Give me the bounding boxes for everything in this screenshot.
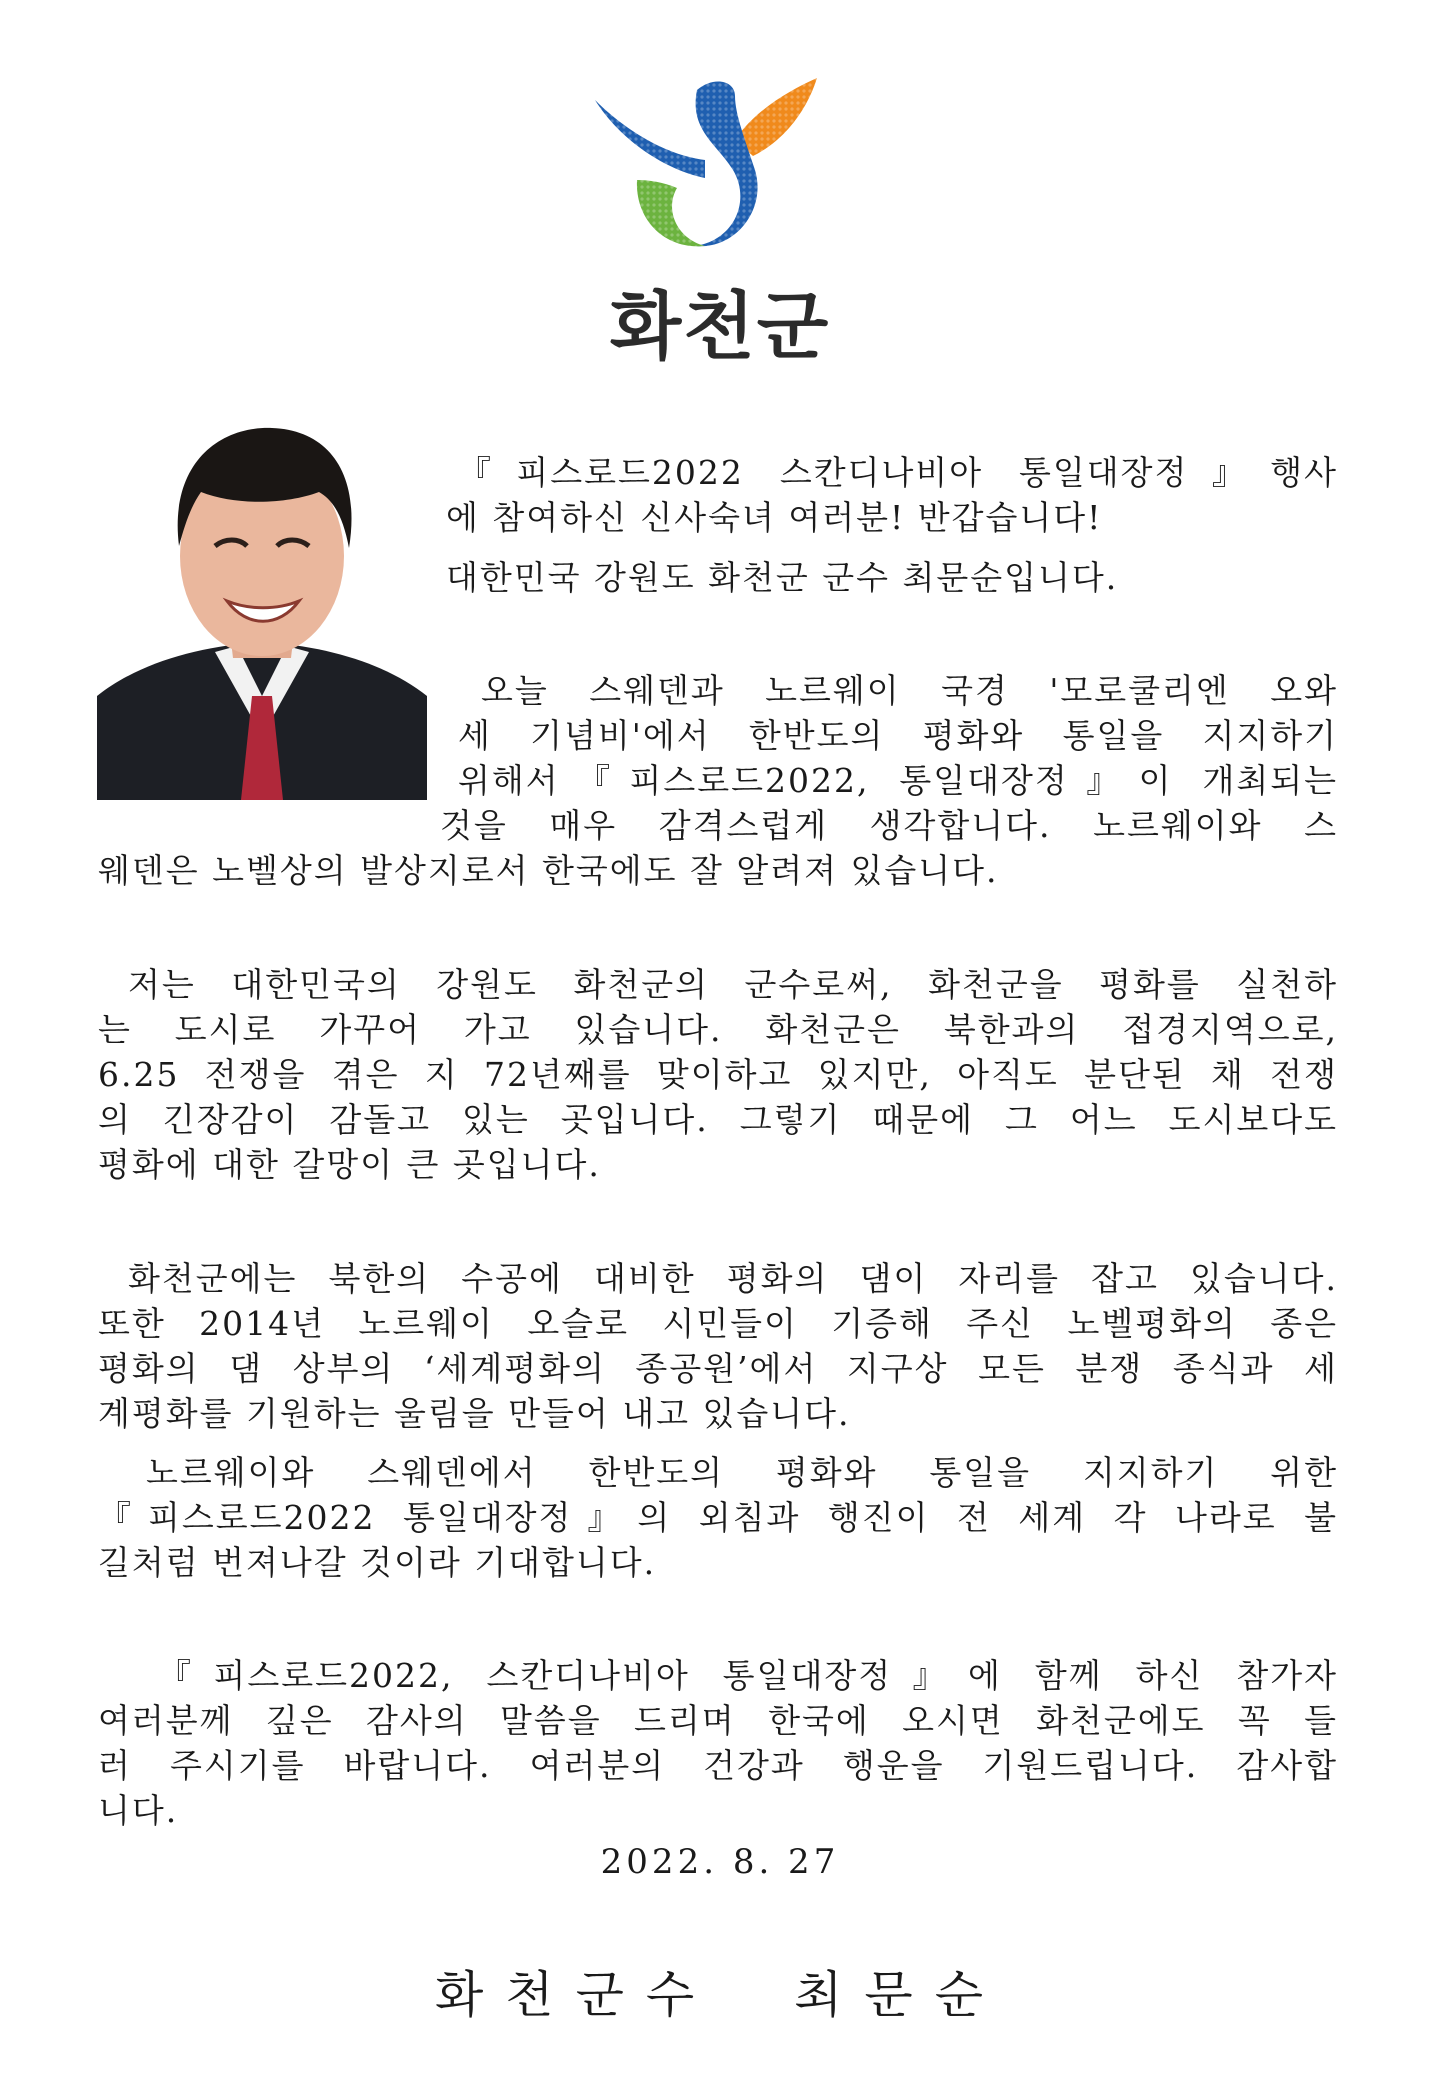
logo-text: 화천군 [609,284,831,370]
paragraph-4-line-5: 평화에 대한 갈망이 큰 곳입니다. [98,1145,601,1184]
paragraph-3-line-4: 것을 매우 감격스럽게 생각합니다. 노르웨이와 스 [440,806,1338,845]
paragraph-7-line-3: 러 주시기를 바랍니다. 여러분의 건강과 행운을 기원드립니다. 감사합 [98,1746,1338,1785]
paragraph-3-line-3: 위해서『피스로드2022, 통일대장정』이 개최되는 [458,761,1338,800]
paragraph-4-line-3: 6.25 전쟁을 겪은 지 72년째를 맞이하고 있지만, 아직도 분단된 채 전쟁 [98,1055,1338,1094]
paragraph-5-line-4: 계평화를 기원하는 울림을 만들어 내고 있습니다. [98,1394,851,1433]
paragraph-7-line-4: 니다. [98,1791,179,1830]
paragraph-4-line-2: 는 도시로 가꾸어 가고 있습니다. 화천군은 북한과의 접경지역으로, [98,1010,1338,1049]
letter-date: 2022. 8. 27 [600,1842,840,1882]
paragraph-3-line-2: 세 기념비'에서 한반도의 평화와 통일을 지지하기 [458,716,1338,755]
paragraph-6-line-1: 노르웨이와 스웨덴에서 한반도의 평화와 통일을 지지하기 위한 [146,1453,1338,1492]
paragraph-5-line-3: 평화의 댐 상부의 ‘세계평화의 종공원’에서 지구상 모든 분쟁 종식과 세 [98,1349,1338,1388]
paragraph-3-line-1: 오늘 스웨덴과 노르웨이 국경 '모로쿨리엔 오와 [481,671,1338,710]
paragraph-3-line-5: 웨덴은 노벨상의 발상지로서 한국에도 잘 알려져 있습니다. [98,851,999,890]
signature: 화천군수 최문순 [435,1966,1005,2024]
paragraph-1-line-2: 에 참여하신 신사숙녀 여러분! 반갑습니다! [446,498,1103,537]
paragraph-4-line-4: 의 긴장감이 감돌고 있는 곳입니다. 그렇기 때문에 그 어느 도시보다도 [98,1100,1338,1139]
portrait-photo [97,396,427,800]
paragraph-5-line-1: 화천군에는 북한의 수공에 대비한 평화의 댐이 자리를 잡고 있습니다. [128,1259,1338,1298]
paragraph-2-line-1: 대한민국 강원도 화천군 군수 최문순입니다. [446,558,1119,597]
paragraph-5-line-2: 또한 2014년 노르웨이 오슬로 시민들이 기증해 주신 노벨평화의 종은 [98,1304,1338,1343]
paragraph-1-line-1: 『피스로드2022 스칸디나비아 통일대장정』행사 [458,453,1338,492]
paragraph-7-line-1: 『피스로드2022, 스칸디나비아 통일대장정』에 함께 하신 참가자 [158,1656,1338,1695]
hwacheon-logo-icon [585,70,825,270]
paragraph-4-line-1: 저는 대한민국의 강원도 화천군의 군수로써, 화천군을 평화를 실천하 [128,965,1338,1004]
paragraph-6-line-2: 『피스로드2022 통일대장정』의 외침과 행진이 전 세계 각 나라로 불 [98,1498,1338,1537]
paragraph-7-line-2: 여러분께 깊은 감사의 말씀을 드리며 한국에 오시면 화천군에도 꼭 들 [98,1701,1338,1740]
paragraph-6-line-3: 길처럼 번져나갈 것이라 기대합니다. [98,1543,657,1582]
